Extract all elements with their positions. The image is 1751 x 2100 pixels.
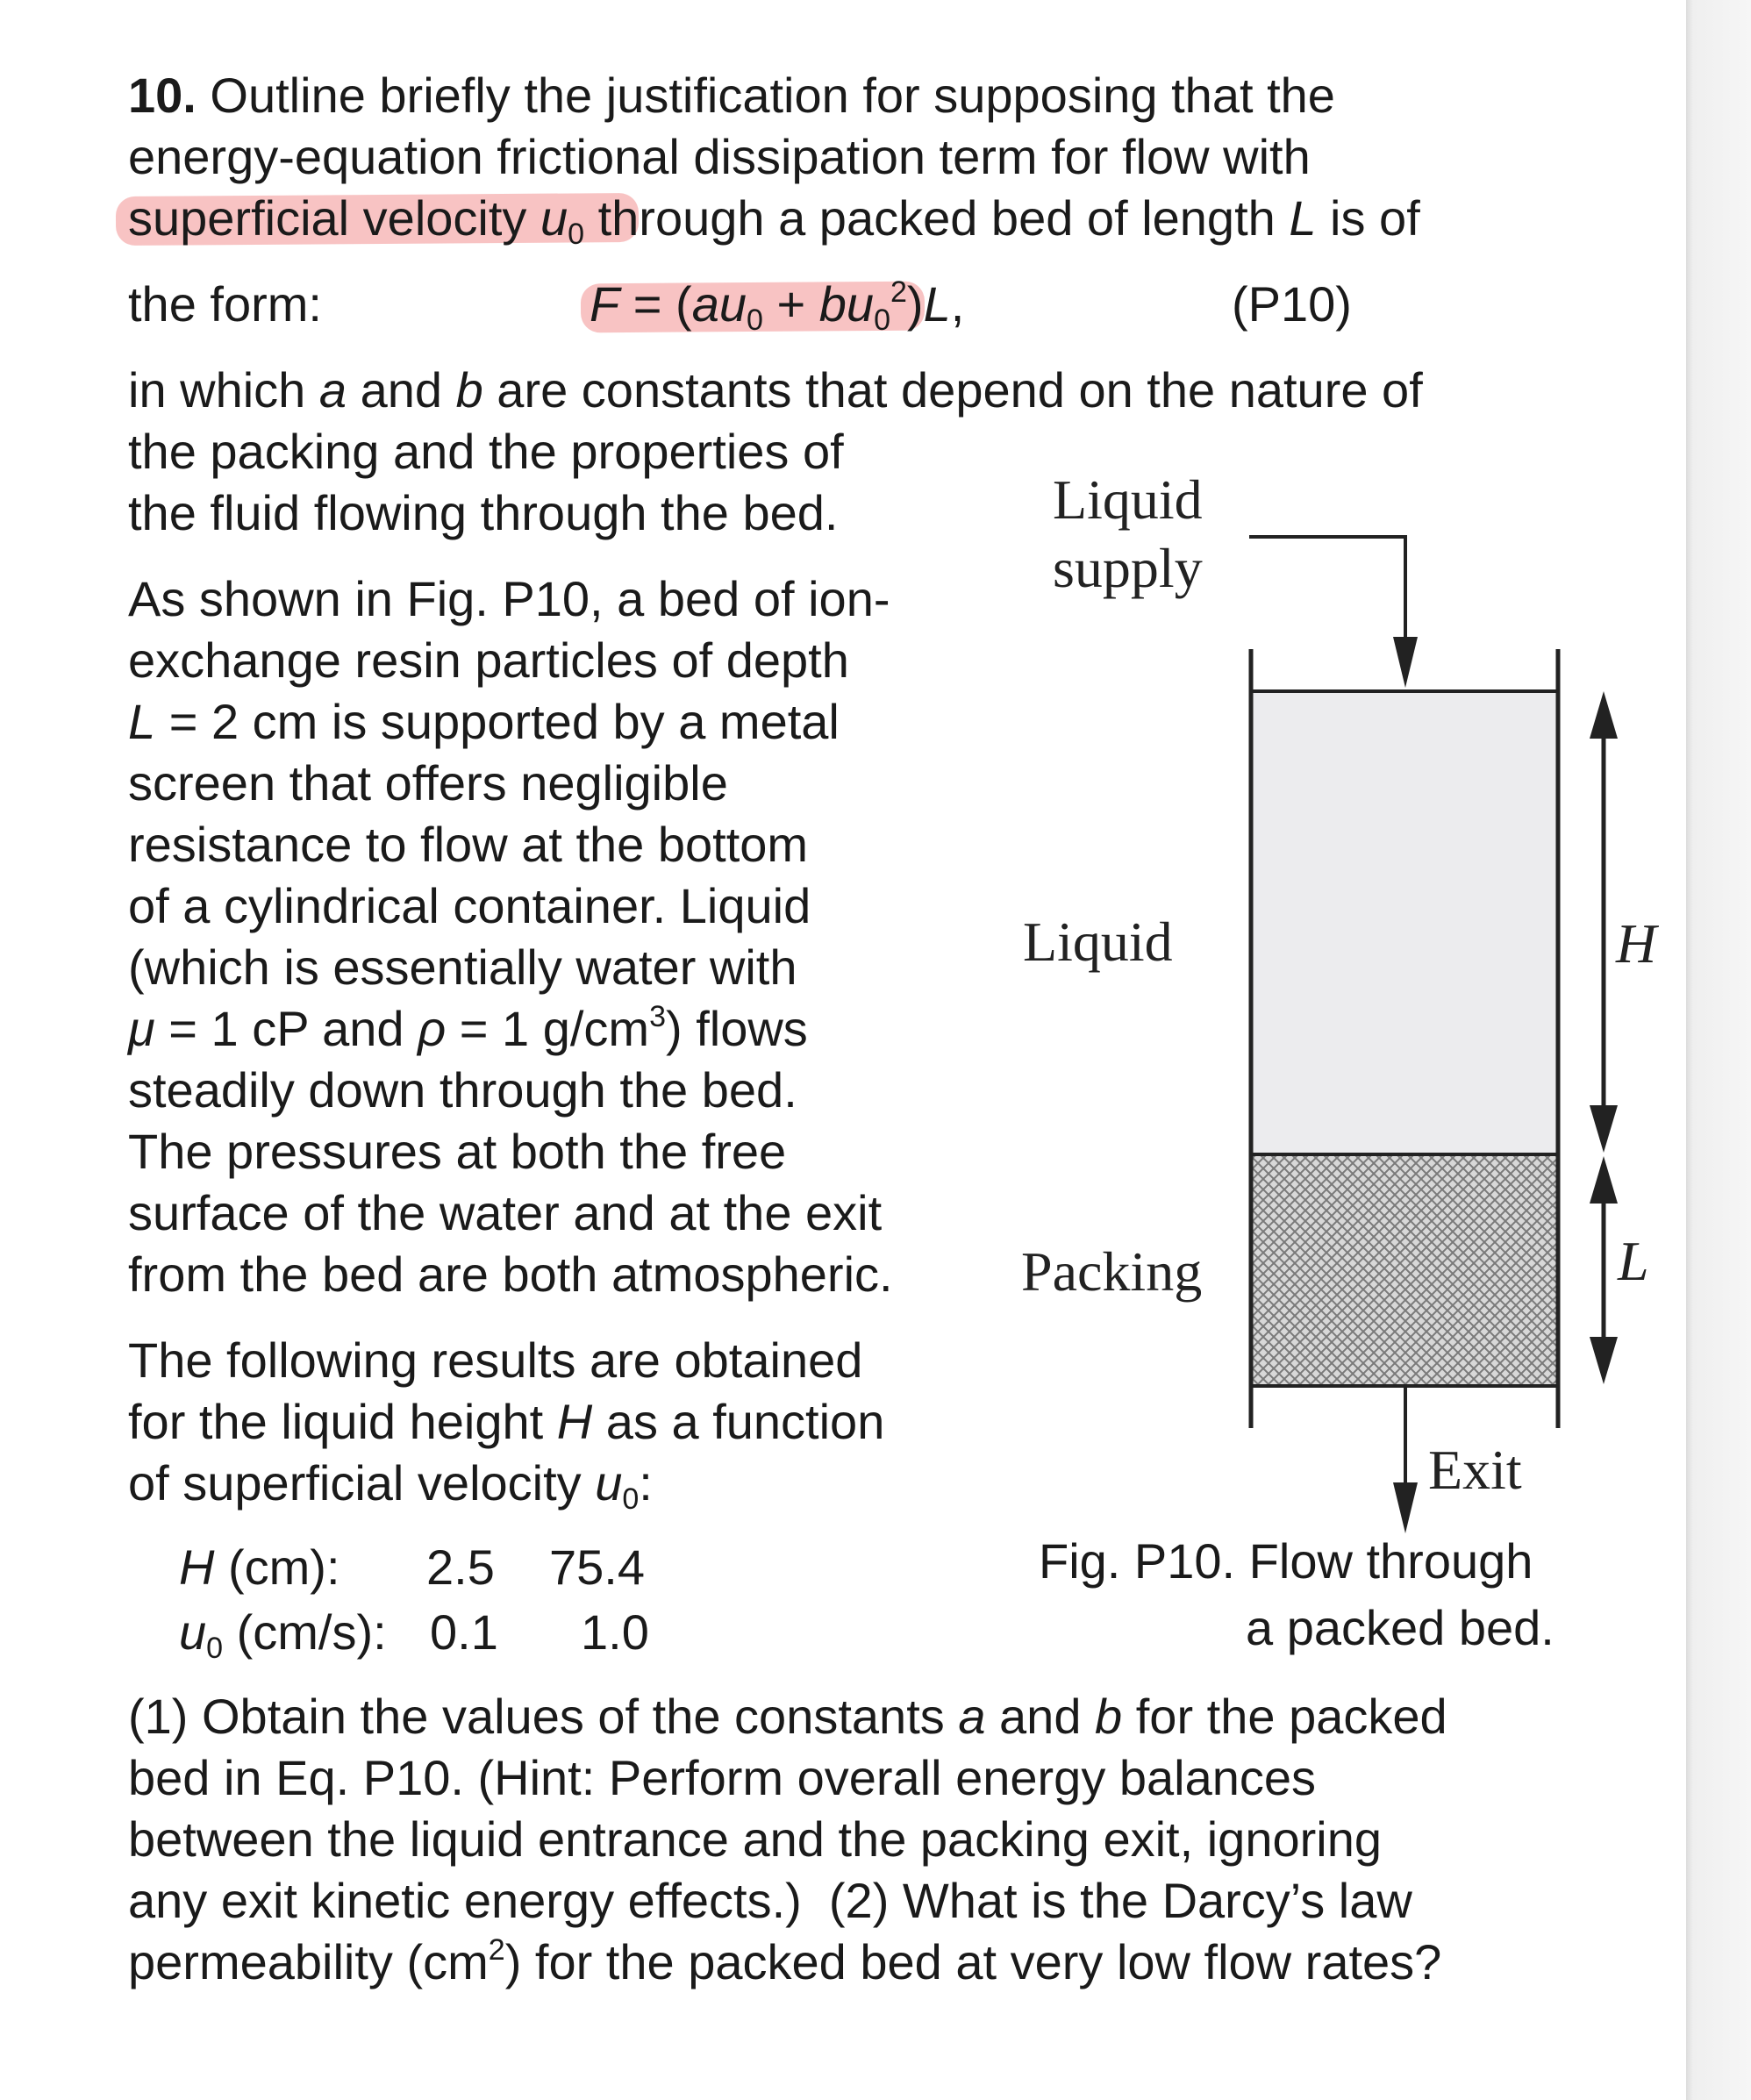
subscript: 0 <box>568 218 585 251</box>
unit: (cm/s): <box>223 1604 387 1660</box>
text-span: L <box>1618 1230 1649 1292</box>
superscript: 2 <box>488 1933 505 1967</box>
text-span: (P10) <box>1232 276 1352 332</box>
value: 1.0 <box>581 1604 649 1660</box>
supply-arrow-icon <box>1393 637 1418 688</box>
label-exit <box>1428 1439 1522 1502</box>
var-rho: ρ <box>418 1001 447 1056</box>
subscript: 0 <box>206 1632 224 1665</box>
eq-part: , <box>950 276 965 332</box>
eq-b: b <box>818 276 847 332</box>
text-span: Packing <box>1021 1240 1203 1303</box>
text-span: supply <box>1053 537 1203 599</box>
text-span: resistance to flow at the bottom <box>128 817 809 872</box>
text-span: (1) Obtain the values of the constants <box>128 1689 959 1744</box>
text-span: of superficial velocity <box>128 1455 596 1511</box>
subscript: 0 <box>747 304 763 337</box>
text-span: screen that offers negligible <box>128 755 728 811</box>
text-span: and <box>985 1689 1096 1744</box>
var-a: a <box>958 1689 986 1744</box>
text-span: Outline briefly the justification for supposing that the <box>210 68 1335 123</box>
text-span: any exit kinetic energy effects.) (2) What is the Darcy’s law <box>128 1873 1412 1928</box>
arrow-down-icon <box>1590 1337 1618 1384</box>
text-span: Exit <box>1428 1439 1522 1501</box>
text-span: is of <box>1316 190 1420 246</box>
value: 2.5 <box>426 1539 495 1595</box>
text-span: in which <box>128 362 319 418</box>
packing-region <box>1251 1154 1558 1386</box>
text-span: superficial velocity <box>128 190 540 246</box>
text-span: a packed bed. <box>1246 1600 1554 1655</box>
arrow-up-icon <box>1590 1156 1618 1204</box>
text-span: : <box>639 1455 653 1511</box>
var-u: u <box>595 1455 623 1511</box>
label-H <box>1616 912 1656 975</box>
var-b: b <box>1095 1689 1123 1744</box>
text-span: as a function <box>592 1394 885 1449</box>
problem-number: 10. <box>128 68 197 123</box>
label-packing <box>1021 1240 1202 1304</box>
var-b: b <box>455 362 483 418</box>
text-span: = 1 g/cm <box>446 1001 650 1056</box>
value: 75.4 <box>549 1539 645 1595</box>
eq-a: a <box>691 276 719 332</box>
text-span: the form: <box>128 276 322 332</box>
label-liquid-supply <box>1053 468 1203 532</box>
var-a: a <box>318 362 347 418</box>
value: 0.1 <box>430 1604 498 1660</box>
var-H: H <box>179 1539 215 1595</box>
text-span: Liquid <box>1053 468 1203 531</box>
var-mu: μ <box>128 1001 155 1056</box>
text-span: Fig. P10. Flow through <box>1039 1533 1533 1589</box>
text-span: exchange resin particles of depth <box>128 632 849 688</box>
text-span: for the packed <box>1122 1689 1447 1744</box>
text-span: = 1 cP and <box>154 1001 418 1056</box>
var-H: H <box>556 1394 593 1449</box>
text-span: between the liquid entrance and the packing exit, ignoring <box>128 1811 1382 1867</box>
text-span: = 2 cm is supported by a metal <box>155 694 840 749</box>
figure-caption-1 <box>1039 1528 1533 1595</box>
text-span: the packing and the properties of <box>128 424 844 479</box>
var-u: u <box>179 1604 207 1660</box>
text-span: for the liquid height <box>128 1394 557 1449</box>
text-span: H <box>1616 912 1657 975</box>
eq-part: = ( <box>619 276 692 332</box>
text-span: bed in Eq. P10. (Hint: Perform overall energy balances <box>128 1750 1317 1805</box>
text-span: through a packed bed of length <box>584 190 1290 246</box>
var-L: L <box>128 694 156 749</box>
text-span: permeability (cm <box>128 1934 489 1989</box>
label-L <box>1618 1230 1649 1293</box>
subscript: 0 <box>874 304 890 337</box>
superscript: 3 <box>649 1000 666 1033</box>
arrow-down-icon <box>1590 1105 1618 1153</box>
text-span: ) flows <box>665 1001 808 1056</box>
text-span: the fluid flowing through the bed. <box>128 485 839 540</box>
eq-L: L <box>923 276 951 332</box>
text-span: steadily down through the bed. <box>128 1062 797 1118</box>
text-span: Liquid <box>1023 911 1173 973</box>
exit-arrow-icon <box>1393 1482 1418 1533</box>
subscript: 0 <box>622 1482 640 1516</box>
text-span: The pressures at both the free <box>128 1124 787 1179</box>
text-span: As shown in Fig. P10, a bed of ion- <box>128 571 890 626</box>
eq-part: + <box>762 276 819 332</box>
supply-pipe <box>1249 537 1405 640</box>
text-span: are constants that depend on the nature of <box>482 362 1423 418</box>
text-span: surface of the water and at the exit <box>128 1185 883 1240</box>
text-span: and <box>347 362 456 418</box>
eq-part: ) <box>906 276 924 332</box>
var-u: u <box>540 190 568 246</box>
figure-caption-2 <box>1246 1595 1554 1661</box>
text-span: (which is essentially water with <box>128 939 797 995</box>
text-span: The following results are obtained <box>128 1332 863 1388</box>
eq-u: u <box>846 276 875 332</box>
text-span: ) for the packed bed at very low flow rates? <box>504 1934 1442 1989</box>
eq-F: F <box>590 276 620 332</box>
text-span: energy-equation frictional dissipation term for flow with <box>128 129 1311 184</box>
var-L: L <box>1289 190 1317 246</box>
text-span: from the bed are both atmospheric. <box>128 1246 893 1302</box>
eq-u: u <box>718 276 747 332</box>
text-span: of a cylindrical container. Liquid <box>128 878 811 933</box>
liquid-region <box>1251 691 1558 1154</box>
label-liquid-supply-2 <box>1053 537 1203 600</box>
unit: (cm): <box>214 1539 340 1595</box>
arrow-up-icon <box>1590 691 1618 739</box>
label-liquid <box>1023 911 1173 974</box>
superscript: 2 <box>890 275 907 309</box>
